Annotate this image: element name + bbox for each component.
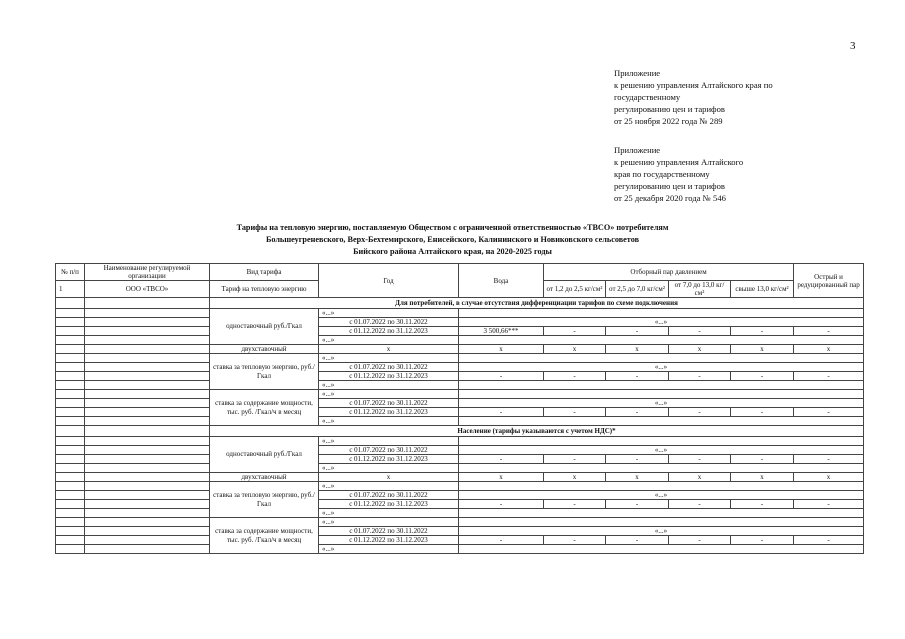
period-cell: с 01.07.2022 по 30.11.2022 <box>319 363 459 372</box>
x-cell: х <box>794 473 864 482</box>
header-org: Наименование регулируемой организации <box>85 264 210 281</box>
period-cell: с 01.07.2022 по 30.11.2022 <box>319 491 459 500</box>
ellipsis-cell: «...» <box>319 381 459 390</box>
dash-cell: - <box>731 327 794 336</box>
table-row <box>56 336 864 345</box>
period-cell: с 01.12.2022 по 31.12.2023 <box>319 500 459 509</box>
table-row <box>56 455 864 464</box>
ellipsis-cell: «...» <box>319 336 459 345</box>
period-cell: с 01.12.2022 по 31.12.2023 <box>319 408 459 417</box>
section-row <box>56 298 864 309</box>
x-cell: х <box>319 345 459 354</box>
tariff-kind: ставка за содержание мощности, тыс. руб. /Гкал/ч в месяц <box>210 390 319 426</box>
ellipsis-cell: «...» <box>459 363 864 372</box>
table-row <box>56 354 864 363</box>
tariff-kind: одноставочный руб./Гкал <box>210 309 319 345</box>
dash-cell: - <box>794 500 864 509</box>
dash-cell: - <box>606 408 669 417</box>
table-row <box>56 482 864 491</box>
header-pressure-2: от 2,5 до 7,0 кг/см² <box>606 281 669 298</box>
dash-cell: - <box>459 408 544 417</box>
section-title: Для потребителей, в случае отсутствия дифференциации тарифов по схеме подключения <box>210 298 864 309</box>
dash-cell: - <box>731 408 794 417</box>
row-num: 1 <box>56 281 85 298</box>
table-row <box>56 372 864 381</box>
title-line: Большеугреневского, Верх-Бехтемирского, Енисейского, Калининского и Новиковского сельсоветов <box>265 235 640 244</box>
period-cell: с 01.12.2022 по 31.12.2023 <box>319 536 459 545</box>
ellipsis-cell: «...» <box>459 527 864 536</box>
dash-cell: - <box>544 408 606 417</box>
dash-cell: - <box>669 327 731 336</box>
header-pressure-3: от 7,0 до 13,0 кг/см² <box>669 281 731 298</box>
tariff-kind: ставка за содержание мощности, тыс. руб. /Гкал/ч в месяц <box>210 518 319 554</box>
dash-cell: - <box>544 372 606 381</box>
header-pressure-1: от 1,2 до 2,5 кг/см² <box>544 281 606 298</box>
x-cell: х <box>606 473 669 482</box>
period-cell: с 01.12.2022 по 31.12.2023 <box>319 372 459 381</box>
dash-cell: - <box>731 372 794 381</box>
tariff-table <box>55 263 864 554</box>
title-line: Бийского района Алтайского края, на 2020-2025 годы <box>353 247 552 256</box>
x-cell: х <box>544 473 606 482</box>
table-row <box>56 464 864 473</box>
section-row <box>56 426 864 437</box>
ellipsis-cell: «...» <box>319 390 459 399</box>
ellipsis-cell: «...» <box>459 399 864 408</box>
dash-cell: - <box>794 455 864 464</box>
table-row <box>56 327 864 336</box>
section-title: Население (тарифы указываются с учетом НДС)* <box>210 426 864 437</box>
appendix-line: регулированию цен и тарифов <box>614 104 725 114</box>
table-row <box>56 446 864 455</box>
dash-cell: - <box>669 408 731 417</box>
table-row <box>56 417 864 426</box>
ellipsis-cell: «...» <box>459 491 864 500</box>
dash-cell: - <box>459 455 544 464</box>
appendix-line: Приложение <box>614 145 661 155</box>
table-row <box>56 509 864 518</box>
x-cell: х <box>459 345 544 354</box>
appendix-line: от 25 ноября 2022 года № 289 <box>614 116 723 126</box>
dash-cell: - <box>731 500 794 509</box>
dash-cell: - <box>606 327 669 336</box>
ellipsis-cell: «...» <box>319 354 459 363</box>
dash-cell: - <box>669 500 731 509</box>
appendix-line: края по государственному <box>614 169 710 179</box>
appendix-line: регулированию цен и тарифов <box>614 181 725 191</box>
x-cell: х <box>669 345 731 354</box>
x-cell: х <box>731 345 794 354</box>
tariff-kind: ставка за тепловую энергию, руб./Гкал <box>210 354 319 390</box>
appendix-line: от 25 декабря 2020 года № 546 <box>614 193 726 203</box>
dash-cell: - <box>669 372 731 381</box>
ellipsis-cell: «...» <box>319 518 459 527</box>
period-cell: с 01.07.2022 по 30.11.2022 <box>319 318 459 327</box>
table-header-row <box>56 264 864 281</box>
table-row <box>56 390 864 399</box>
period-cell: с 01.12.2022 по 31.12.2023 <box>319 455 459 464</box>
period-cell: с 01.07.2022 по 30.11.2022 <box>319 399 459 408</box>
dash-cell: - <box>669 455 731 464</box>
dash-cell: - <box>794 327 864 336</box>
dash-cell: - <box>544 536 606 545</box>
appendix-line: государственному <box>614 92 681 102</box>
period-cell: с 01.07.2022 по 30.11.2022 <box>319 446 459 455</box>
header-tariff-type: Вид тарифа <box>210 264 319 281</box>
tariff-name: Тариф на тепловую энергию <box>210 281 319 298</box>
table-row <box>56 399 864 408</box>
dash-cell: - <box>544 455 606 464</box>
ellipsis-cell: «...» <box>319 417 459 426</box>
page-number: 3 <box>850 40 856 52</box>
water-value: 3 500,66*** <box>459 327 544 336</box>
header-sharp-steam: Острый и редуцированный пар <box>794 264 864 298</box>
tariff-kind: двухставочный <box>210 473 319 482</box>
table-row <box>56 318 864 327</box>
tariff-kind: ставка за тепловую энергию, руб./Гкал <box>210 482 319 518</box>
table-row <box>56 309 864 318</box>
x-cell: х <box>606 345 669 354</box>
dash-cell: - <box>606 500 669 509</box>
ellipsis-cell: «...» <box>319 482 459 491</box>
dash-cell: - <box>606 455 669 464</box>
dash-cell: - <box>459 500 544 509</box>
dash-cell: - <box>794 536 864 545</box>
tariff-kind: одноставочный руб./Гкал <box>210 437 319 473</box>
table-row <box>56 345 864 354</box>
ellipsis-cell: «...» <box>459 318 864 327</box>
table-row <box>56 473 864 482</box>
ellipsis-cell: «...» <box>459 446 864 455</box>
dash-cell: - <box>731 455 794 464</box>
appendix-line: Приложение <box>614 68 661 78</box>
dash-cell: - <box>794 372 864 381</box>
appendix-note-original <box>614 144 743 204</box>
ellipsis-cell: «...» <box>319 509 459 518</box>
header-water: Вода <box>459 264 544 298</box>
appendix-line: к решению управления Алтайского <box>614 157 744 167</box>
ellipsis-cell: «...» <box>319 464 459 473</box>
table-row <box>56 518 864 527</box>
document-title <box>0 222 905 258</box>
tariff-kind: двухставочный <box>210 345 319 354</box>
x-cell: х <box>459 473 544 482</box>
appendix-line: к решению управления Алтайского края по <box>614 80 773 90</box>
table-row <box>56 408 864 417</box>
x-cell: х <box>669 473 731 482</box>
dash-cell: - <box>731 536 794 545</box>
dash-cell: - <box>544 327 606 336</box>
table-row <box>56 536 864 545</box>
table-row <box>56 545 864 554</box>
appendix-note-current <box>614 67 773 127</box>
org-name: ООО «ТВСО» <box>85 281 210 298</box>
period-cell: с 01.07.2022 по 30.11.2022 <box>319 527 459 536</box>
dash-cell: - <box>544 500 606 509</box>
table-row <box>56 381 864 390</box>
dash-cell: - <box>669 536 731 545</box>
x-cell: х <box>794 345 864 354</box>
header-steam: Отборный пар давлением <box>544 264 794 281</box>
x-cell: х <box>731 473 794 482</box>
x-cell: х <box>544 345 606 354</box>
table-row <box>56 363 864 372</box>
ellipsis-cell: «...» <box>319 309 459 318</box>
ellipsis-cell: «...» <box>319 437 459 446</box>
dash-cell: - <box>459 536 544 545</box>
table-row <box>56 491 864 500</box>
table-row <box>56 500 864 509</box>
ellipsis-cell: «...» <box>319 545 459 554</box>
header-num: № п/п <box>56 264 85 281</box>
dash-cell: - <box>794 408 864 417</box>
title-line: Тарифы на тепловую энергию, поставляемую Обществом с ограниченной ответственностью «ТВСО» потребителям <box>236 223 669 232</box>
header-year: Год <box>319 264 459 298</box>
x-cell: х <box>319 473 459 482</box>
header-pressure-4: свыше 13,0 кг/см² <box>731 281 794 298</box>
dash-cell: - <box>459 372 544 381</box>
dash-cell: - <box>606 372 669 381</box>
period-cell: с 01.12.2022 по 31.12.2023 <box>319 327 459 336</box>
dash-cell: - <box>606 536 669 545</box>
table-row <box>56 437 864 446</box>
table-row <box>56 527 864 536</box>
